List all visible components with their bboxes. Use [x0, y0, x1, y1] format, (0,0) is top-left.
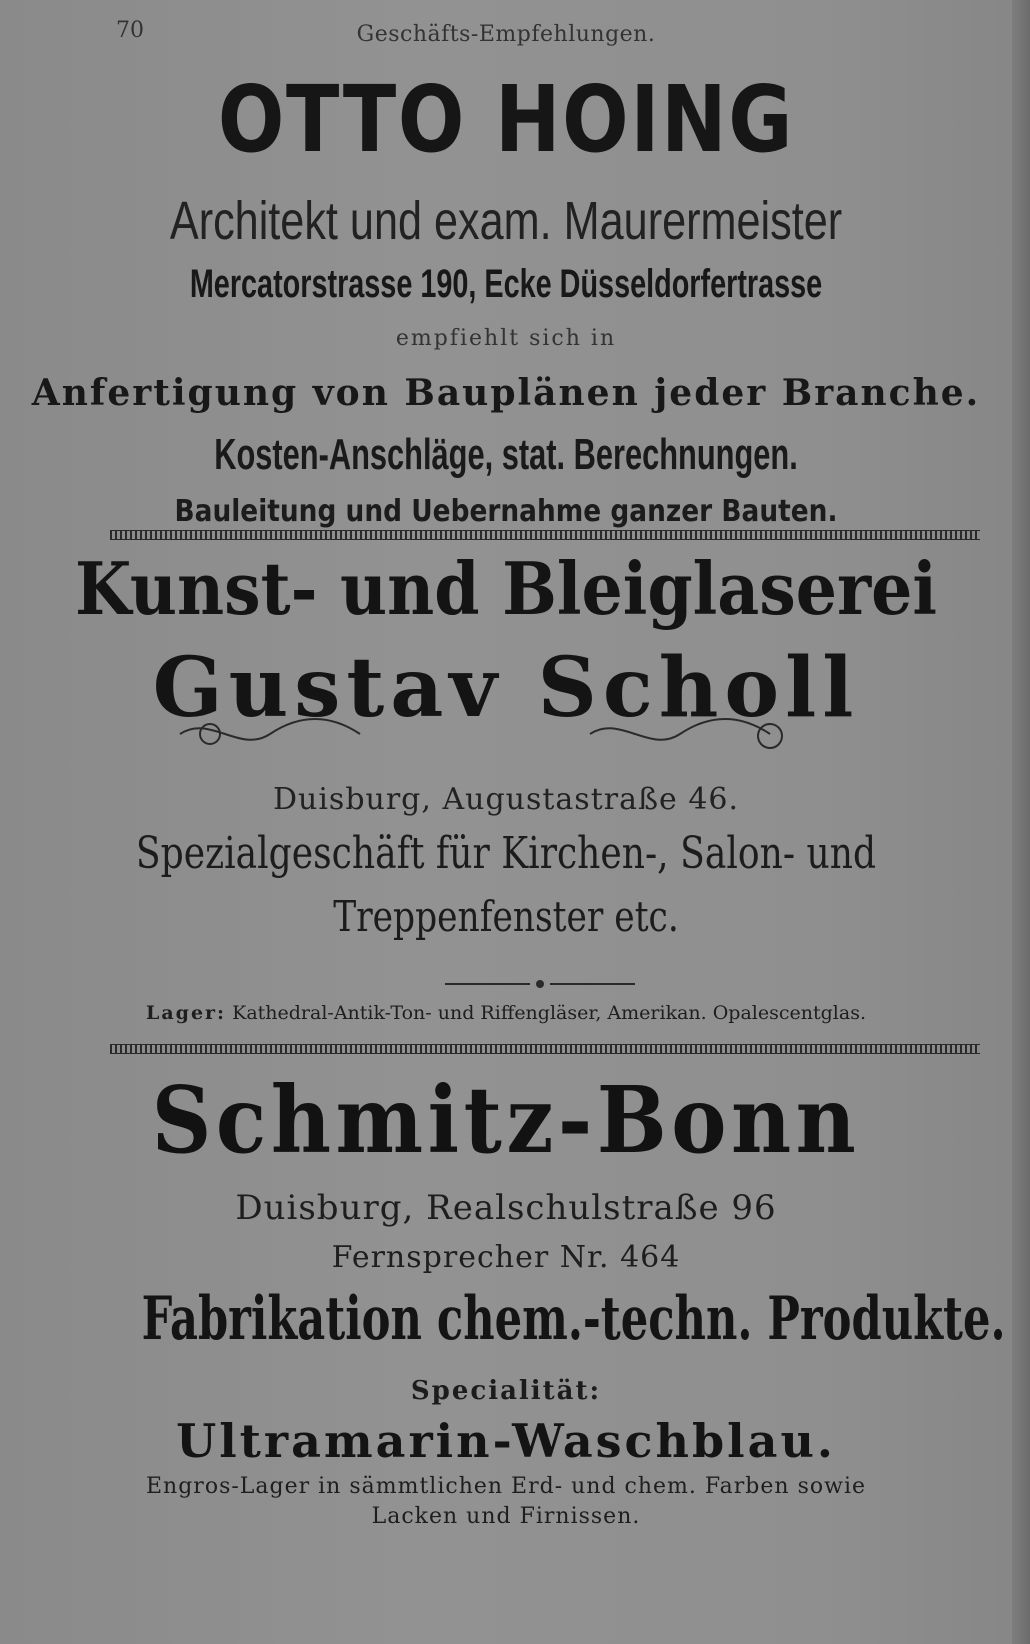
ad2-specialty-line1: Spezialgeschäft für Kirchen-, Salon- und	[135, 828, 877, 879]
ad1-address: Mercatorstrasse 190, Ecke Düsseldorfertrasse	[189, 262, 823, 306]
ad2-address: Duisburg, Augustastraße 46.	[272, 782, 740, 817]
small-ornament	[440, 974, 640, 994]
ad3-name: Schmitz-Bonn	[151, 1066, 861, 1174]
ad3-engros-line2: Lacken und Firnissen.	[371, 1504, 641, 1529]
ad3-phone: Fernsprecher Nr. 464	[331, 1240, 681, 1275]
divider-rule	[110, 1044, 980, 1054]
ad2-stock	[0, 1002, 1012, 1024]
ad3-address: Duisburg, Realschulstraße 96	[235, 1188, 777, 1228]
ad3-business: Fabrikation chem.-techn. Produkte.	[141, 1284, 1006, 1354]
page-number: 70	[116, 18, 144, 43]
divider-rule	[110, 530, 980, 540]
flourish-ornament	[170, 714, 890, 754]
ad1-intro: empfiehlt sich in	[395, 326, 617, 351]
ad3-specialty: Ultramarin-Waschblau.	[176, 1414, 836, 1468]
ad3-specialty-label: Specialität:	[410, 1376, 602, 1406]
ad2-stock-label: Lager:	[146, 1002, 227, 1024]
ad1-name: OTTO HOING	[217, 66, 795, 173]
ad1-service-construction: Bauleitung und Uebernahme ganzer Bauten.	[174, 494, 838, 529]
ad2-name: Gustav Scholl	[152, 640, 860, 736]
ad1-service-estimates: Kosten-Anschläge, stat. Berechnungen.	[214, 430, 798, 479]
ad2-specialty-line2: Treppenfenster etc.	[333, 892, 679, 941]
ad2-stock-text: Kathedral-Antik-Ton- und Riffengläser, Amerikan. Opalescentglas.	[232, 1002, 866, 1024]
ad2-title: Kunst- und Bleiglaserei	[75, 546, 937, 631]
running-title: Geschäfts-Empfehlungen.	[356, 22, 656, 47]
ad3-engros-line1: Engros-Lager in sämmtlichen Erd- und chem. Farben sowie	[146, 1474, 866, 1499]
ad1-service-plans: Anfertigung von Bauplänen jeder Branche.	[31, 372, 981, 414]
page-edge	[1012, 0, 1030, 1644]
ad1-profession: Architekt und exam. Maurermeister	[169, 191, 843, 251]
